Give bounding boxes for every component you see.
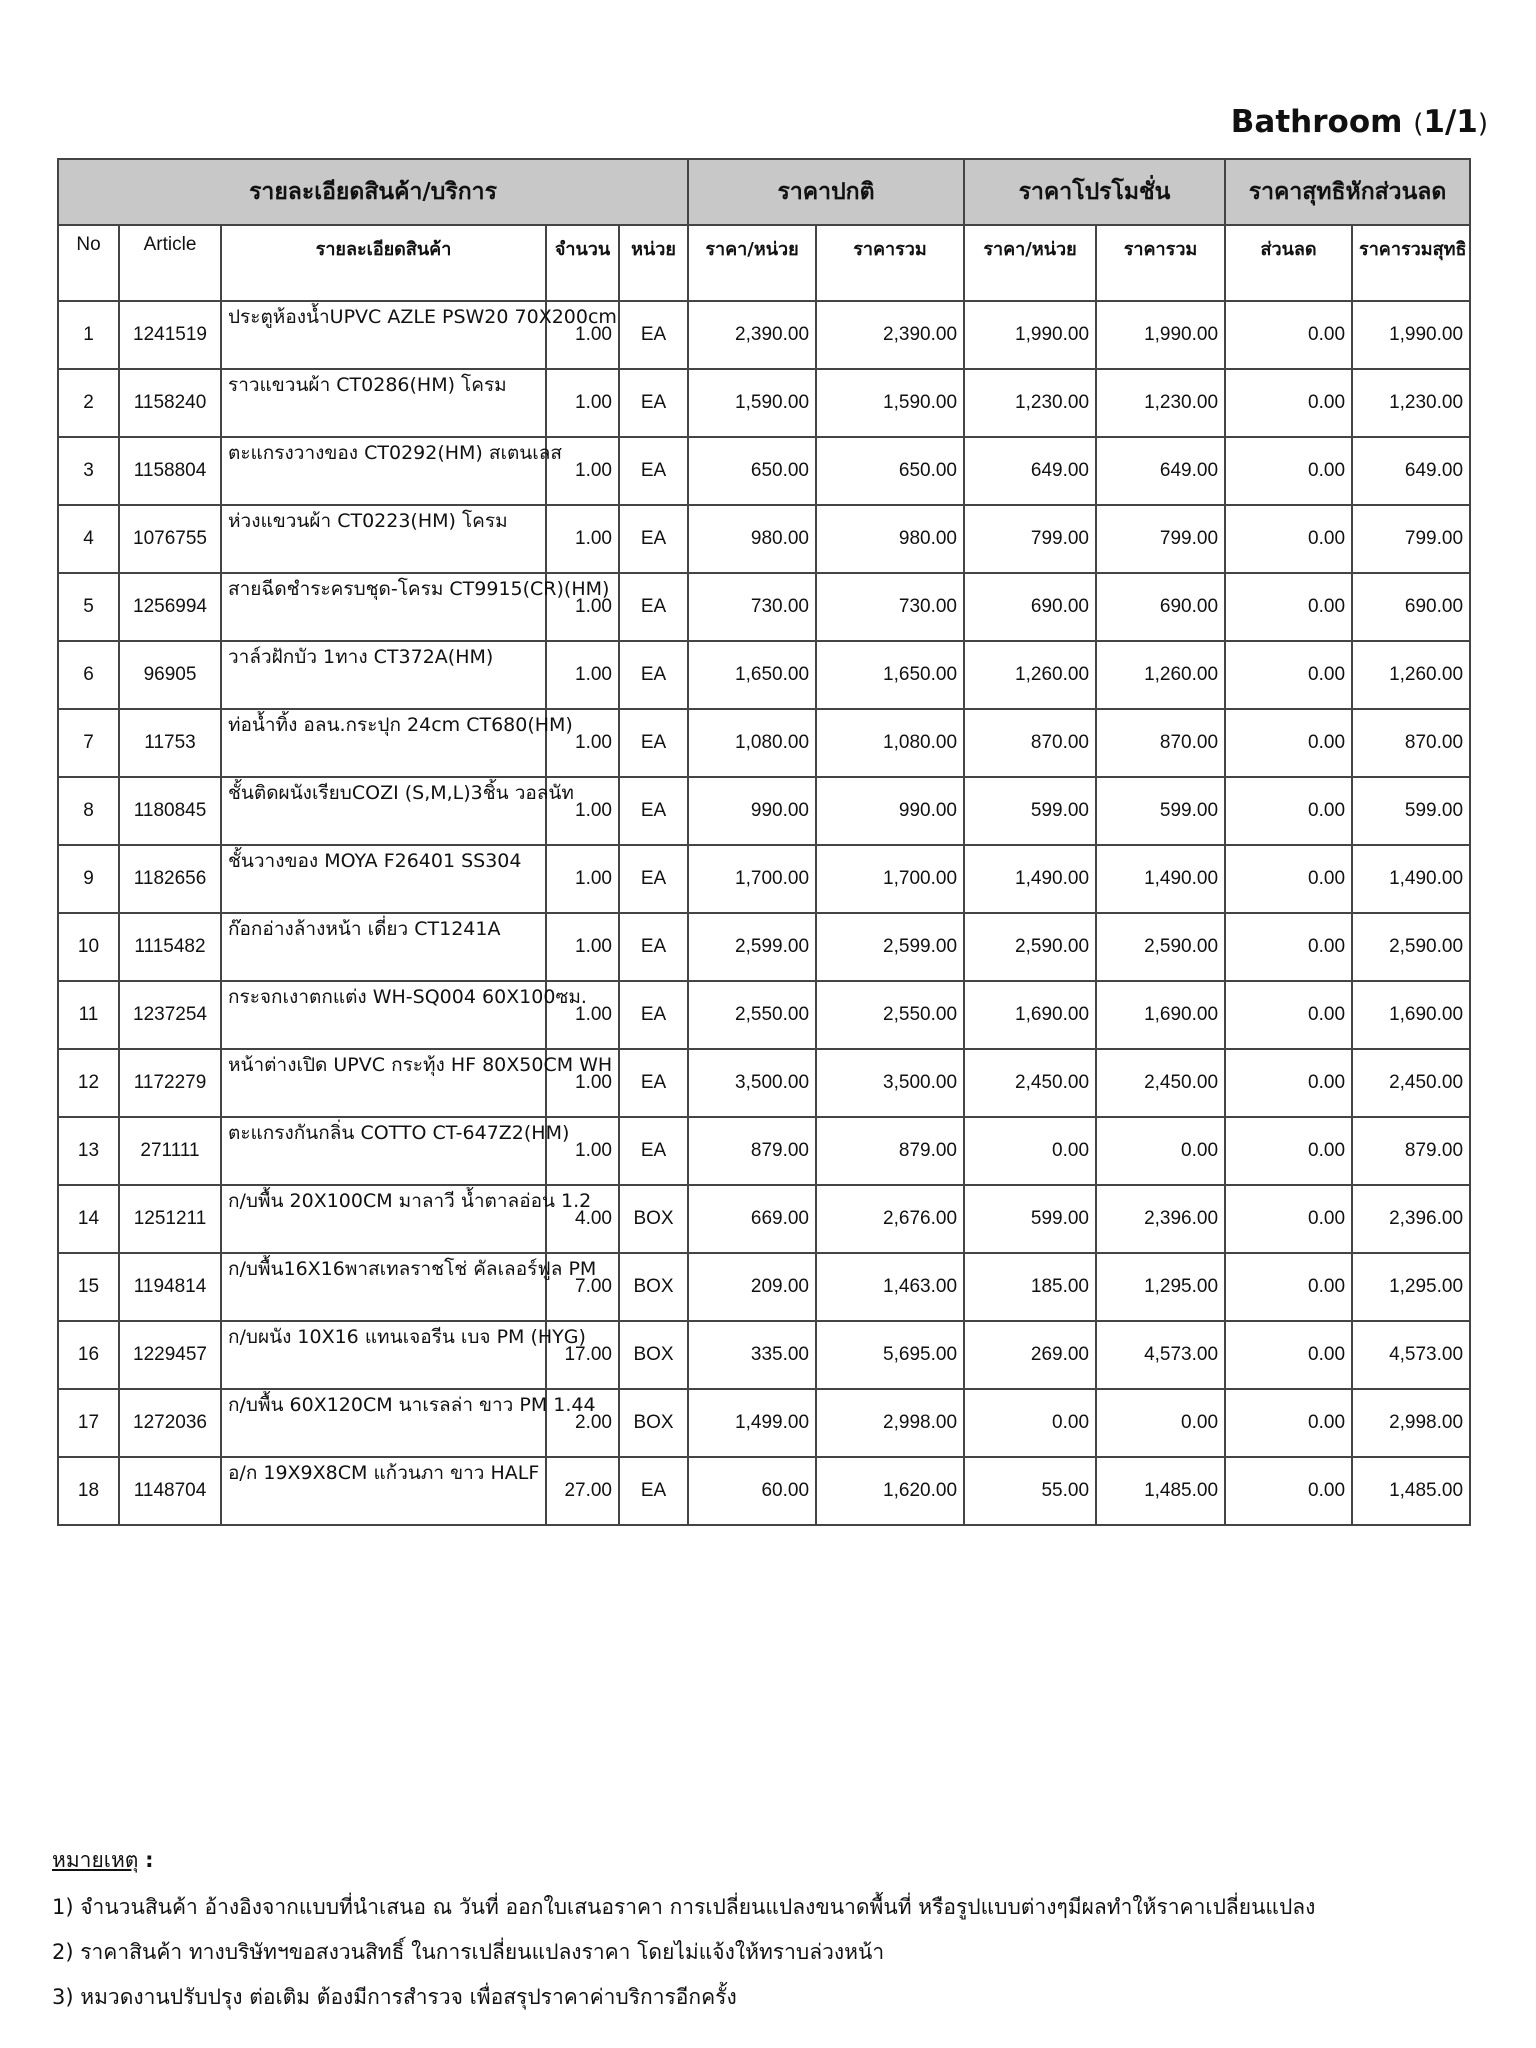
cell-discount: 0.00 bbox=[1225, 641, 1352, 709]
cell-article: 1148704 bbox=[119, 1457, 221, 1525]
cell-qty: 1.00 bbox=[546, 981, 619, 1049]
cell-promo-unit-price: 1,260.00 bbox=[964, 641, 1096, 709]
cell-article: 271111 bbox=[119, 1117, 221, 1185]
column-header-qty: จำนวน bbox=[546, 225, 619, 301]
page-title bbox=[1231, 104, 1488, 140]
cell-no: 11 bbox=[58, 981, 119, 1049]
cell-net-total: 599.00 bbox=[1352, 777, 1470, 845]
table-row bbox=[58, 981, 1470, 1049]
cell-description: ราวแขวนผ้า CT0286(HM) โครม bbox=[221, 369, 546, 437]
cell-discount: 0.00 bbox=[1225, 1389, 1352, 1457]
cell-promo-total: 0.00 bbox=[1096, 1117, 1225, 1185]
table-row bbox=[58, 1185, 1470, 1253]
cell-qty: 1.00 bbox=[546, 845, 619, 913]
cell-promo-unit-price: 0.00 bbox=[964, 1389, 1096, 1457]
cell-article: 1172279 bbox=[119, 1049, 221, 1117]
cell-net-total: 2,590.00 bbox=[1352, 913, 1470, 981]
cell-article: 1229457 bbox=[119, 1321, 221, 1389]
cell-total: 1,700.00 bbox=[816, 845, 964, 913]
cell-no: 15 bbox=[58, 1253, 119, 1321]
cell-description: ก/บพื้น 60X120CM นาเรลล่า ขาว PM 1.44 bbox=[221, 1389, 546, 1457]
table-row bbox=[58, 301, 1470, 369]
cell-unit-price: 669.00 bbox=[688, 1185, 816, 1253]
cell-total: 1,650.00 bbox=[816, 641, 964, 709]
cell-unit-price: 209.00 bbox=[688, 1253, 816, 1321]
cell-description: ห่วงแขวนผ้า CT0223(HM) โครม bbox=[221, 505, 546, 573]
cell-no: 7 bbox=[58, 709, 119, 777]
cell-no: 9 bbox=[58, 845, 119, 913]
cell-promo-unit-price: 870.00 bbox=[964, 709, 1096, 777]
cell-promo-total: 1,260.00 bbox=[1096, 641, 1225, 709]
table-row bbox=[58, 505, 1470, 573]
cell-description: ประตูห้องน้ำUPVC AZLE PSW20 70X200cm bbox=[221, 301, 546, 369]
cell-article: 1194814 bbox=[119, 1253, 221, 1321]
column-header-net-total: ราคารวมสุทธิ bbox=[1352, 225, 1470, 301]
cell-discount: 0.00 bbox=[1225, 1049, 1352, 1117]
cell-promo-total: 1,690.00 bbox=[1096, 981, 1225, 1049]
group-header-promo-price: ราคาโปรโมชั่น bbox=[964, 159, 1225, 225]
remark-note: 1) จำนวนสินค้า อ้างอิงจากแบบที่นำเสนอ ณ วันที่ ออกใบเสนอราคา การเปลี่ยนแปลงขนาดพื้นที่ หรือรูปแบบต่างๆมีผลทำให้ราคาเปลี่ยนแปลง bbox=[52, 1895, 1316, 1919]
cell-qty: 1.00 bbox=[546, 369, 619, 437]
cell-discount: 0.00 bbox=[1225, 777, 1352, 845]
room-name: Bathroom bbox=[1230, 104, 1403, 140]
column-header-total: ราคารวม bbox=[816, 225, 964, 301]
cell-promo-total: 0.00 bbox=[1096, 1389, 1225, 1457]
cell-article: 1158804 bbox=[119, 437, 221, 505]
cell-discount: 0.00 bbox=[1225, 1457, 1352, 1525]
cell-unit-price: 1,080.00 bbox=[688, 709, 816, 777]
cell-article: 1076755 bbox=[119, 505, 221, 573]
cell-net-total: 1,490.00 bbox=[1352, 845, 1470, 913]
cell-description: หน้าต่างเปิด UPVC กระทุ้ง HF 80X50CM WH bbox=[221, 1049, 546, 1117]
cell-no: 16 bbox=[58, 1321, 119, 1389]
remarks-heading: หมายเหตุ bbox=[52, 1848, 139, 1872]
cell-unit-price: 730.00 bbox=[688, 573, 816, 641]
cell-no: 8 bbox=[58, 777, 119, 845]
cell-unit-price: 650.00 bbox=[688, 437, 816, 505]
cell-promo-total: 2,450.00 bbox=[1096, 1049, 1225, 1117]
remark-note: 2) ราคาสินค้า ทางบริษัทฯขอสงวนสิทธิ์ ในการเปลี่ยนแปลงราคา โดยไม่แจ้งให้ทราบล่วงหน้า bbox=[52, 1940, 885, 1964]
cell-promo-unit-price: 690.00 bbox=[964, 573, 1096, 641]
cell-promo-unit-price: 55.00 bbox=[964, 1457, 1096, 1525]
cell-description: กระจกเงาตกแต่ง WH-SQ004 60X100ซม. bbox=[221, 981, 546, 1049]
cell-article: 96905 bbox=[119, 641, 221, 709]
cell-no: 13 bbox=[58, 1117, 119, 1185]
cell-promo-unit-price: 799.00 bbox=[964, 505, 1096, 573]
cell-unit-price: 1,650.00 bbox=[688, 641, 816, 709]
table-row bbox=[58, 1117, 1470, 1185]
cell-unit: EA bbox=[619, 505, 688, 573]
cell-unit: BOX bbox=[619, 1185, 688, 1253]
cell-unit-price: 3,500.00 bbox=[688, 1049, 816, 1117]
cell-net-total: 649.00 bbox=[1352, 437, 1470, 505]
cell-unit-price: 2,550.00 bbox=[688, 981, 816, 1049]
cell-discount: 0.00 bbox=[1225, 913, 1352, 981]
cell-promo-total: 1,485.00 bbox=[1096, 1457, 1225, 1525]
cell-unit: EA bbox=[619, 1117, 688, 1185]
cell-qty: 1.00 bbox=[546, 709, 619, 777]
column-header-row bbox=[58, 225, 1470, 301]
cell-article: 1256994 bbox=[119, 573, 221, 641]
cell-description: ชั้นติดผนังเรียบCOZI (S,M,L)3ชิ้น วอลนัท bbox=[221, 777, 546, 845]
cell-total: 1,080.00 bbox=[816, 709, 964, 777]
cell-promo-total: 1,990.00 bbox=[1096, 301, 1225, 369]
cell-article: 1158240 bbox=[119, 369, 221, 437]
cell-promo-total: 2,590.00 bbox=[1096, 913, 1225, 981]
remark-note: 3) หมวดงานปรับปรุง ต่อเติม ต้องมีการสำรวจ เพื่อสรุปราคาค่าบริการอีกครั้ง bbox=[52, 1985, 737, 2009]
cell-unit-price: 1,700.00 bbox=[688, 845, 816, 913]
cell-unit: BOX bbox=[619, 1321, 688, 1389]
cell-promo-unit-price: 185.00 bbox=[964, 1253, 1096, 1321]
cell-qty: 1.00 bbox=[546, 301, 619, 369]
cell-unit-price: 1,499.00 bbox=[688, 1389, 816, 1457]
cell-unit: EA bbox=[619, 369, 688, 437]
cell-description: วาล์วฝักบัว 1ทาง CT372A(HM) bbox=[221, 641, 546, 709]
cell-net-total: 1,295.00 bbox=[1352, 1253, 1470, 1321]
cell-unit-price: 335.00 bbox=[688, 1321, 816, 1389]
cell-no: 18 bbox=[58, 1457, 119, 1525]
column-header-promo-total: ราคารวม bbox=[1096, 225, 1225, 301]
cell-promo-unit-price: 1,690.00 bbox=[964, 981, 1096, 1049]
cell-promo-unit-price: 599.00 bbox=[964, 777, 1096, 845]
cell-unit: EA bbox=[619, 573, 688, 641]
table-row bbox=[58, 573, 1470, 641]
column-header-promo-unit-price: ราคา/หน่วย bbox=[964, 225, 1096, 301]
cell-discount: 0.00 bbox=[1225, 437, 1352, 505]
cell-net-total: 2,998.00 bbox=[1352, 1389, 1470, 1457]
cell-promo-total: 870.00 bbox=[1096, 709, 1225, 777]
cell-net-total: 1,690.00 bbox=[1352, 981, 1470, 1049]
cell-unit: EA bbox=[619, 1457, 688, 1525]
cell-description: ก/บผนัง 10X16 แทนเจอรีน เบจ PM (HYG) bbox=[221, 1321, 546, 1389]
column-header-unit-price: ราคา/หน่วย bbox=[688, 225, 816, 301]
cell-total: 650.00 bbox=[816, 437, 964, 505]
cell-unit: EA bbox=[619, 1049, 688, 1117]
cell-qty: 1.00 bbox=[546, 641, 619, 709]
remarks bbox=[52, 1844, 1315, 2026]
cell-promo-total: 2,396.00 bbox=[1096, 1185, 1225, 1253]
cell-promo-total: 1,230.00 bbox=[1096, 369, 1225, 437]
cell-net-total: 879.00 bbox=[1352, 1117, 1470, 1185]
cell-description: อ/ก 19X9X8CM แก้วนภา ขาว HALF bbox=[221, 1457, 546, 1525]
cell-total: 5,695.00 bbox=[816, 1321, 964, 1389]
cell-promo-unit-price: 1,990.00 bbox=[964, 301, 1096, 369]
cell-total: 2,676.00 bbox=[816, 1185, 964, 1253]
cell-total: 2,390.00 bbox=[816, 301, 964, 369]
cell-total: 730.00 bbox=[816, 573, 964, 641]
table-row bbox=[58, 1457, 1470, 1525]
cell-unit: EA bbox=[619, 301, 688, 369]
group-header-regular-price: ราคาปกติ bbox=[688, 159, 964, 225]
cell-total: 2,550.00 bbox=[816, 981, 964, 1049]
cell-description: ก/บพื้น16X16พาสเทลราชโช่ คัลเลอร์ฟูล PM bbox=[221, 1253, 546, 1321]
table-row bbox=[58, 709, 1470, 777]
cell-article: 1182656 bbox=[119, 845, 221, 913]
cell-no: 10 bbox=[58, 913, 119, 981]
cell-promo-unit-price: 269.00 bbox=[964, 1321, 1096, 1389]
column-header-description: รายละเอียดสินค้า bbox=[221, 225, 546, 301]
cell-qty: 4.00 bbox=[546, 1185, 619, 1253]
table-row bbox=[58, 641, 1470, 709]
cell-article: 1115482 bbox=[119, 913, 221, 981]
cell-unit-price: 980.00 bbox=[688, 505, 816, 573]
cell-unit: EA bbox=[619, 709, 688, 777]
cell-article: 1180845 bbox=[119, 777, 221, 845]
cell-unit-price: 60.00 bbox=[688, 1457, 816, 1525]
cell-unit: BOX bbox=[619, 1253, 688, 1321]
cell-promo-unit-price: 599.00 bbox=[964, 1185, 1096, 1253]
cell-net-total: 690.00 bbox=[1352, 573, 1470, 641]
table-row bbox=[58, 1049, 1470, 1117]
cell-article: 1272036 bbox=[119, 1389, 221, 1457]
cell-unit: EA bbox=[619, 845, 688, 913]
cell-qty: 17.00 bbox=[546, 1321, 619, 1389]
cell-promo-unit-price: 1,230.00 bbox=[964, 369, 1096, 437]
group-header-net-price: ราคาสุทธิหักส่วนลด bbox=[1225, 159, 1470, 225]
cell-article: 11753 bbox=[119, 709, 221, 777]
cell-no: 6 bbox=[58, 641, 119, 709]
cell-article: 1251211 bbox=[119, 1185, 221, 1253]
cell-total: 980.00 bbox=[816, 505, 964, 573]
column-header-unit: หน่วย bbox=[619, 225, 688, 301]
column-header-article: Article bbox=[119, 225, 221, 301]
cell-promo-total: 799.00 bbox=[1096, 505, 1225, 573]
cell-net-total: 4,573.00 bbox=[1352, 1321, 1470, 1389]
cell-unit: EA bbox=[619, 437, 688, 505]
cell-net-total: 1,990.00 bbox=[1352, 301, 1470, 369]
cell-unit-price: 990.00 bbox=[688, 777, 816, 845]
table-row bbox=[58, 1389, 1470, 1457]
cell-qty: 1.00 bbox=[546, 777, 619, 845]
cell-promo-unit-price: 1,490.00 bbox=[964, 845, 1096, 913]
cell-discount: 0.00 bbox=[1225, 369, 1352, 437]
cell-total: 2,998.00 bbox=[816, 1389, 964, 1457]
cell-net-total: 2,450.00 bbox=[1352, 1049, 1470, 1117]
cell-discount: 0.00 bbox=[1225, 1321, 1352, 1389]
cell-unit: EA bbox=[619, 913, 688, 981]
cell-promo-unit-price: 0.00 bbox=[964, 1117, 1096, 1185]
cell-no: 1 bbox=[58, 301, 119, 369]
cell-qty: 1.00 bbox=[546, 573, 619, 641]
cell-unit: EA bbox=[619, 777, 688, 845]
cell-discount: 0.00 bbox=[1225, 981, 1352, 1049]
cell-qty: 27.00 bbox=[546, 1457, 619, 1525]
cell-qty: 2.00 bbox=[546, 1389, 619, 1457]
cell-no: 14 bbox=[58, 1185, 119, 1253]
cell-qty: 1.00 bbox=[546, 913, 619, 981]
cell-promo-total: 599.00 bbox=[1096, 777, 1225, 845]
cell-total: 879.00 bbox=[816, 1117, 964, 1185]
cell-description: ก๊อกอ่างล้างหน้า เดี่ยว CT1241A bbox=[221, 913, 546, 981]
cell-description: ท่อน้ำทิ้ง อลน.กระปุก 24cm CT680(HM) bbox=[221, 709, 546, 777]
table-row bbox=[58, 777, 1470, 845]
cell-net-total: 870.00 bbox=[1352, 709, 1470, 777]
cell-discount: 0.00 bbox=[1225, 1253, 1352, 1321]
cell-qty: 7.00 bbox=[546, 1253, 619, 1321]
cell-discount: 0.00 bbox=[1225, 573, 1352, 641]
page-indicator: 1/1 bbox=[1423, 104, 1478, 140]
cell-unit-price: 879.00 bbox=[688, 1117, 816, 1185]
cell-qty: 1.00 bbox=[546, 505, 619, 573]
cell-unit-price: 2,599.00 bbox=[688, 913, 816, 981]
cell-no: 17 bbox=[58, 1389, 119, 1457]
cell-net-total: 1,230.00 bbox=[1352, 369, 1470, 437]
cell-discount: 0.00 bbox=[1225, 845, 1352, 913]
cell-description: ชั้นวางของ MOYA F26401 SS304 bbox=[221, 845, 546, 913]
cell-promo-unit-price: 2,450.00 bbox=[964, 1049, 1096, 1117]
cell-discount: 0.00 bbox=[1225, 301, 1352, 369]
cell-unit-price: 1,590.00 bbox=[688, 369, 816, 437]
cell-total: 3,500.00 bbox=[816, 1049, 964, 1117]
cell-promo-total: 1,490.00 bbox=[1096, 845, 1225, 913]
cell-total: 2,599.00 bbox=[816, 913, 964, 981]
cell-unit: EA bbox=[619, 641, 688, 709]
cell-unit-price: 2,390.00 bbox=[688, 301, 816, 369]
table-body bbox=[58, 301, 1470, 1525]
cell-description: สายฉีดชำระครบชุด-โครม CT9915(CR)(HM) bbox=[221, 573, 546, 641]
group-header-row bbox=[58, 159, 1470, 225]
cell-description: ตะแกรงกันกลิ่น COTTO CT-647Z2(HM) bbox=[221, 1117, 546, 1185]
cell-promo-unit-price: 649.00 bbox=[964, 437, 1096, 505]
table-row bbox=[58, 437, 1470, 505]
paren-open: ( bbox=[1413, 109, 1424, 139]
remarks-heading-colon: : bbox=[145, 1848, 154, 1872]
cell-description: ก/บพื้น 20X100CM มาลาวี น้ำตาลอ่อน 1.2 bbox=[221, 1185, 546, 1253]
cell-promo-total: 4,573.00 bbox=[1096, 1321, 1225, 1389]
cell-qty: 1.00 bbox=[546, 437, 619, 505]
cell-no: 12 bbox=[58, 1049, 119, 1117]
cell-qty: 1.00 bbox=[546, 1049, 619, 1117]
remarks-heading-line bbox=[52, 1844, 1315, 1877]
cell-net-total: 799.00 bbox=[1352, 505, 1470, 573]
table-row bbox=[58, 845, 1470, 913]
cell-net-total: 1,485.00 bbox=[1352, 1457, 1470, 1525]
cell-no: 5 bbox=[58, 573, 119, 641]
cell-discount: 0.00 bbox=[1225, 1185, 1352, 1253]
paren-close: ) bbox=[1477, 109, 1488, 139]
quotation-table bbox=[57, 158, 1471, 1526]
table-row bbox=[58, 369, 1470, 437]
column-header-discount: ส่วนลด bbox=[1225, 225, 1352, 301]
cell-no: 3 bbox=[58, 437, 119, 505]
cell-total: 990.00 bbox=[816, 777, 964, 845]
table-row bbox=[58, 1321, 1470, 1389]
cell-promo-total: 690.00 bbox=[1096, 573, 1225, 641]
cell-total: 1,463.00 bbox=[816, 1253, 964, 1321]
cell-discount: 0.00 bbox=[1225, 1117, 1352, 1185]
cell-article: 1241519 bbox=[119, 301, 221, 369]
cell-no: 4 bbox=[58, 505, 119, 573]
cell-article: 1237254 bbox=[119, 981, 221, 1049]
cell-unit: EA bbox=[619, 981, 688, 1049]
table-row bbox=[58, 1253, 1470, 1321]
cell-discount: 0.00 bbox=[1225, 709, 1352, 777]
cell-discount: 0.00 bbox=[1225, 505, 1352, 573]
cell-net-total: 2,396.00 bbox=[1352, 1185, 1470, 1253]
cell-unit: BOX bbox=[619, 1389, 688, 1457]
cell-no: 2 bbox=[58, 369, 119, 437]
cell-promo-total: 649.00 bbox=[1096, 437, 1225, 505]
cell-total: 1,620.00 bbox=[816, 1457, 964, 1525]
cell-promo-unit-price: 2,590.00 bbox=[964, 913, 1096, 981]
column-header-no: No bbox=[58, 225, 119, 301]
table-row bbox=[58, 913, 1470, 981]
group-header-details: รายละเอียดสินค้า/บริการ bbox=[58, 159, 688, 225]
cell-promo-total: 1,295.00 bbox=[1096, 1253, 1225, 1321]
cell-net-total: 1,260.00 bbox=[1352, 641, 1470, 709]
cell-total: 1,590.00 bbox=[816, 369, 964, 437]
cell-qty: 1.00 bbox=[546, 1117, 619, 1185]
cell-description: ตะแกรงวางของ CT0292(HM) สเตนเลส bbox=[221, 437, 546, 505]
